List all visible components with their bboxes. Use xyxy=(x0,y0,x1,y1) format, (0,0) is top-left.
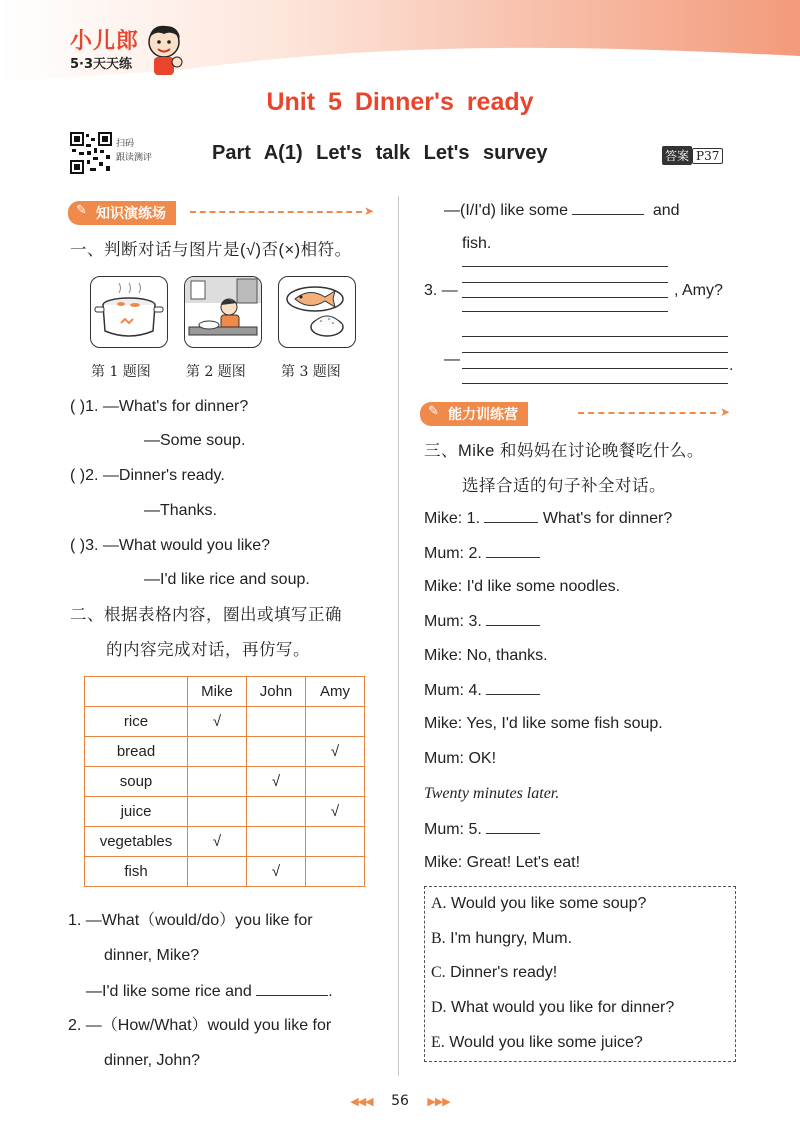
exercise-2-line1: 2. —（How/What）would you like for xyxy=(68,1017,332,1034)
dialog-text: Mum: 4. xyxy=(424,682,482,699)
exercise-1-line1: 1. —What（would/do）you like for xyxy=(68,912,313,929)
caption-picture-2: 第 2 题图 xyxy=(186,364,246,380)
table-cell xyxy=(188,767,247,797)
qr-code-icon[interactable] xyxy=(70,132,112,174)
page-footer xyxy=(0,1093,800,1109)
dialog-line-9: Twenty minutes later. xyxy=(424,785,560,802)
question-3-title-line2: 选择合适的句子补全对话。 xyxy=(462,477,666,495)
option-text: Dinner's ready! xyxy=(445,964,558,981)
table-header-cell: Mike xyxy=(188,677,247,707)
q1-item-2-reply: —Thanks. xyxy=(144,502,217,519)
table-cell: √ xyxy=(188,707,247,737)
exercise-2-line3 xyxy=(444,200,680,221)
option-a[interactable] xyxy=(431,895,646,913)
exercise-1-end: . xyxy=(328,983,333,1000)
table-cell: √ xyxy=(188,827,247,857)
option-letter: A. xyxy=(431,895,447,912)
dialog-text: Mike: 1. xyxy=(424,510,481,527)
picture-girl-eating xyxy=(184,276,262,348)
exercise-2-and: and xyxy=(652,202,680,219)
option-letter: D. xyxy=(431,999,447,1016)
option-b[interactable] xyxy=(431,930,572,948)
answer-reference xyxy=(662,146,723,165)
exercise-3-number: 3. — xyxy=(424,282,458,299)
answer-blank[interactable] xyxy=(486,543,540,558)
dialog-line-7: Mike: Yes, I'd like some fish soup. xyxy=(424,715,663,732)
picture-fish-and-rice xyxy=(278,276,356,348)
answer-label: 答案 xyxy=(662,146,692,165)
answer-blank[interactable] xyxy=(572,200,644,215)
table-row xyxy=(85,767,365,797)
table-cell: fish xyxy=(85,857,188,887)
qr-label-line2: 跟读测评 xyxy=(116,153,153,163)
pencil-icon: ✎ xyxy=(428,404,439,419)
q1-item-1[interactable]: ( )1. —What's for dinner? xyxy=(70,398,249,415)
caption-picture-1: 第 1 题图 xyxy=(91,364,151,380)
option-d[interactable] xyxy=(431,999,674,1017)
unit-title: Unit 5 Dinner's ready xyxy=(266,88,534,116)
table-row xyxy=(85,737,365,767)
dialog-line-11: Mike: Great! Let's eat! xyxy=(424,854,581,871)
table-cell: √ xyxy=(306,737,365,767)
table-row xyxy=(85,707,365,737)
writing-line[interactable] xyxy=(462,352,728,353)
question-2-title-line1: 二、根据表格内容，圈出或填写正确 xyxy=(70,606,342,624)
writing-line[interactable] xyxy=(462,383,728,384)
exercise-2-line2: dinner, John? xyxy=(104,1052,201,1069)
option-text: Would you like some juice? xyxy=(444,1034,643,1051)
table-row xyxy=(85,857,365,887)
exercise-3-dot: . xyxy=(729,357,734,374)
table-cell xyxy=(306,767,365,797)
writing-line[interactable] xyxy=(462,266,668,267)
pencil-icon: ✎ xyxy=(76,203,87,218)
exercise-3-end: , Amy? xyxy=(674,282,723,299)
options-box xyxy=(424,886,736,1062)
answer-blank[interactable] xyxy=(486,680,540,695)
table-cell: soup xyxy=(85,767,188,797)
section-heading-text: 知识演练场 xyxy=(96,206,166,222)
table-cell xyxy=(188,737,247,767)
dialog-text: Mum: 2. xyxy=(424,545,482,562)
page-number: 56 xyxy=(391,1093,409,1109)
table-cell xyxy=(306,827,365,857)
exercise-2-line4: fish. xyxy=(462,235,492,252)
table-cell: √ xyxy=(247,857,306,887)
left-arrows-icon: ◀◀◀ xyxy=(350,1095,373,1108)
table-header-cell: Amy xyxy=(306,677,365,707)
table-cell xyxy=(247,827,306,857)
table-cell xyxy=(247,797,306,827)
q1-item-3[interactable]: ( )3. —What would you like? xyxy=(70,537,271,554)
option-letter: E. xyxy=(431,1034,445,1051)
option-c[interactable] xyxy=(431,964,557,982)
question-2-title-line2: 的内容完成对话，再仿写。 xyxy=(106,641,310,659)
section-heading-practice xyxy=(68,201,380,223)
table-cell xyxy=(188,857,247,887)
answer-blank[interactable] xyxy=(484,508,538,523)
answer-page: P37 xyxy=(692,148,723,164)
dialog-line-2 xyxy=(424,543,540,564)
question-3-title-line1: 三、Mike 和妈妈在讨论晚餐吃什么。 xyxy=(424,442,704,460)
table-row xyxy=(85,827,365,857)
writing-line[interactable] xyxy=(462,368,728,369)
table-cell: rice xyxy=(85,707,188,737)
survey-table xyxy=(84,676,365,887)
answer-blank[interactable] xyxy=(486,819,540,834)
q1-item-3-reply: —I'd like rice and soup. xyxy=(144,571,310,588)
table-cell xyxy=(247,737,306,767)
arrow-right-icon: ➤ xyxy=(364,204,375,218)
dialog-line-6 xyxy=(424,680,540,701)
writing-line[interactable] xyxy=(462,297,668,298)
q1-item-2[interactable]: ( )2. —Dinner's ready. xyxy=(70,467,225,484)
section-heading-ability xyxy=(420,402,738,424)
table-cell: √ xyxy=(306,797,365,827)
dialog-text: What's for dinner? xyxy=(538,510,673,527)
table-cell xyxy=(306,857,365,887)
picture-soup-pot xyxy=(90,276,168,348)
answer-blank[interactable] xyxy=(486,611,540,626)
section-heading-text: 能力训练营 xyxy=(448,407,518,423)
dialog-line-4 xyxy=(424,611,540,632)
exercise-3-reply: — xyxy=(444,351,460,368)
dialog-line-5: Mike: No, thanks. xyxy=(424,647,548,664)
table-header-cell: John xyxy=(247,677,306,707)
exercise-1-line3 xyxy=(86,981,333,1002)
question-1-title: 一、判断对话与图片是(√)否(×)相符。 xyxy=(70,241,352,259)
dialog-line-3: Mike: I'd like some noodles. xyxy=(424,578,621,595)
mascot-icon xyxy=(142,22,186,78)
dialog-line-10 xyxy=(424,819,540,840)
series-name: 5·3天天练 xyxy=(70,57,133,72)
option-text: What would you like for dinner? xyxy=(446,999,675,1016)
dialog-text: Mum: 3. xyxy=(424,613,482,630)
table-header-cell xyxy=(85,677,188,707)
answer-blank[interactable] xyxy=(256,981,328,996)
dialog-line-8: Mum: OK! xyxy=(424,750,497,767)
arrow-right-icon: ➤ xyxy=(720,405,731,419)
brand-logo xyxy=(70,24,139,72)
option-e[interactable] xyxy=(431,1034,643,1052)
table-cell: bread xyxy=(85,737,188,767)
exercise-2-line3-text: —(I/I'd) like some xyxy=(444,202,568,219)
q1-item-1-reply: —Some soup. xyxy=(144,432,246,449)
writing-line[interactable] xyxy=(462,282,668,283)
table-row xyxy=(85,797,365,827)
right-arrows-icon: ▶▶▶ xyxy=(427,1095,450,1108)
dialog-line-1 xyxy=(424,508,672,529)
caption-picture-3: 第 3 题图 xyxy=(281,364,341,380)
option-text: Would you like some soup? xyxy=(446,895,647,912)
table-cell xyxy=(247,707,306,737)
dialog-text: Mum: 5. xyxy=(424,821,482,838)
option-letter: B. xyxy=(431,930,446,947)
column-divider xyxy=(398,196,399,1076)
exercise-1-line3-text: —I'd like some rice and xyxy=(86,983,252,1000)
table-cell xyxy=(306,707,365,737)
table-cell: √ xyxy=(247,767,306,797)
part-title: Part A(1) Let's talk Let's survey xyxy=(212,142,548,164)
qr-label xyxy=(116,137,152,165)
table-header-row xyxy=(85,677,365,707)
writing-line[interactable] xyxy=(462,311,668,312)
exercise-1-line2: dinner, Mike? xyxy=(104,947,200,964)
table-cell: vegetables xyxy=(85,827,188,857)
table-cell xyxy=(188,797,247,827)
qr-label-line1: 扫码 xyxy=(116,139,135,149)
table-cell: juice xyxy=(85,797,188,827)
writing-line[interactable] xyxy=(462,336,728,337)
option-letter: C. xyxy=(431,964,446,981)
brand-name: 小儿郎 xyxy=(70,29,140,54)
option-text: I'm hungry, Mum. xyxy=(445,930,573,947)
